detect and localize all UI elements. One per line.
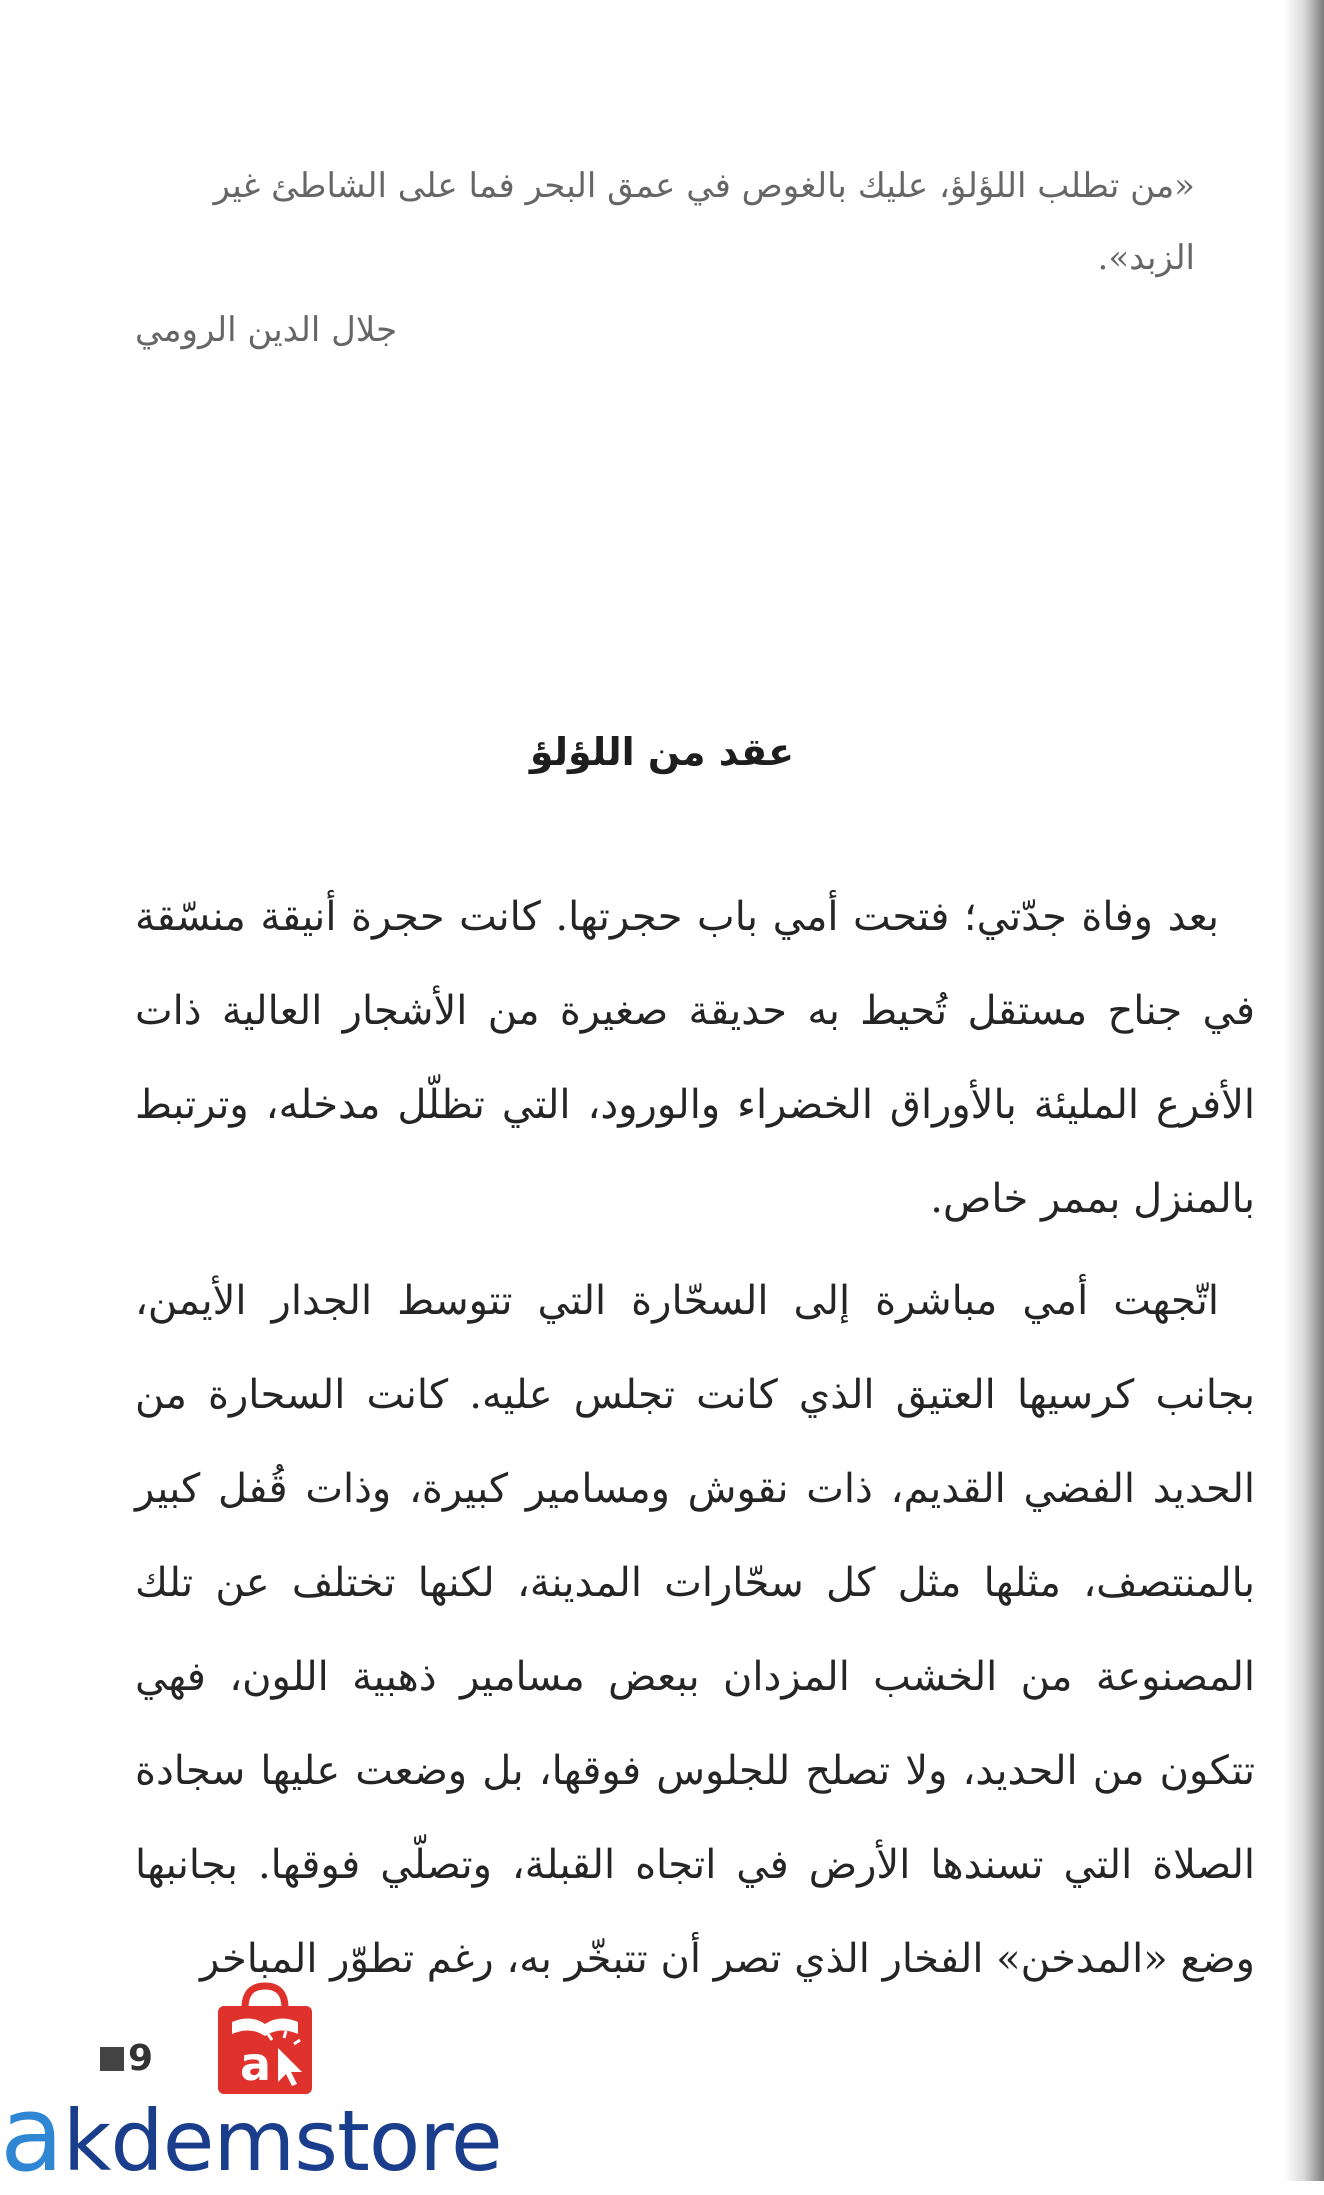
- store-wordmark: [0, 2073, 502, 2195]
- epigraph: [135, 150, 1195, 366]
- paragraph: اتّجهت أمي مباشرة إلى السحّارة التي تتوسط الجدار الأيمن، بجانب كرسيها العتيق الذي كانت تجلس عليه. كانت السحارة من الحديد الفضي القديم، ذات نقوش ومسامير كبيرة، وذات قُفل كبير بالمنتصف، مثلها مثل كل سحّارات المدينة، لكنها تختلف عن تلك المصنوعة من الخشب المزدان ببعض مسامير ذهبية اللون، فهي تتكون من الحديد، ولا تصلح للجلوس فوقها، بل وضعت عليها سجادة الصلاة التي تسندها الأرض في اتجاه القبلة، وتصلّي فوقها. بجانبها وضع «المدخن» الفخار الذي تصر أن تتبخّر به، رغم تطوّر المباخر: [135, 1278, 1255, 1982]
- page-number-value: 9: [128, 2038, 154, 2079]
- chapter-title: عقد من اللؤلؤ: [529, 730, 795, 774]
- store-logo-icon: [210, 1978, 320, 2098]
- wordmark-rest: kdemstore: [62, 2092, 502, 2190]
- page-number-marker: [100, 2047, 124, 2071]
- epigraph-quote: «من تطلب اللؤلؤ، عليك بالغوص في عمق البحر فما على الشاطئ غير الزبد».: [213, 166, 1195, 278]
- chapter-body: [135, 870, 1255, 2014]
- epigraph-author: جلال الدين الرومي: [135, 310, 398, 350]
- page-number: [100, 2038, 153, 2079]
- paragraph: بعد وفاة جدّتي؛ فتحت أمي باب حجرتها. كانت حجرة أنيقة منسّقة في جناح مستقل تُحيط به حديقة صغيرة من الأشجار العالية ذات الأفرع المليئة بالأوراق الخضراء والورود، التي تظلّل مدخله، وترتبط بالمنزل بممر خاص.: [135, 894, 1255, 1222]
- logo-letter: a: [240, 2037, 272, 2091]
- wordmark-initial: a: [0, 2073, 63, 2195]
- page-edge-shadow: [1284, 0, 1324, 2181]
